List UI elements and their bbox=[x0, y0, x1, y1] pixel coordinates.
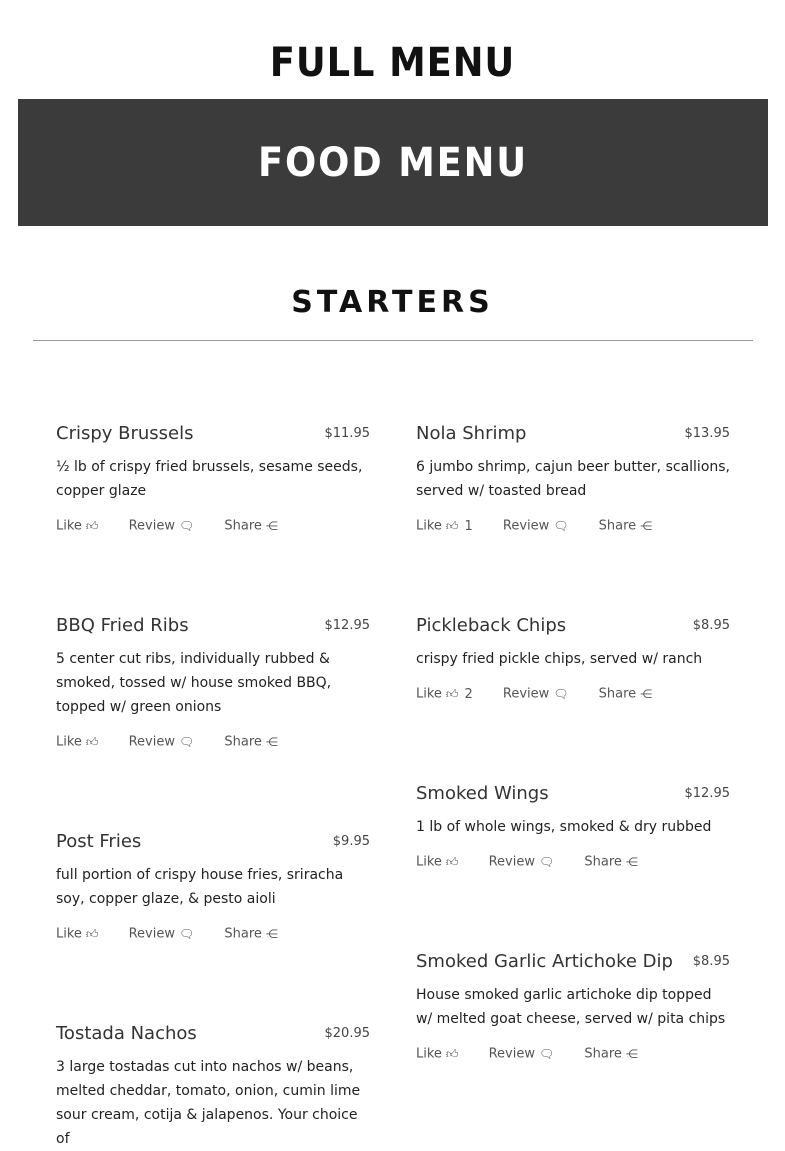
menu-item bbox=[56, 613, 370, 753]
item-price: $20.95 bbox=[324, 1026, 370, 1041]
item-name: Smoked Garlic Artichoke Dip bbox=[416, 951, 673, 972]
share-icon: ⋲ bbox=[640, 519, 653, 533]
thumbs-up-icon: 👍︎ bbox=[85, 519, 99, 533]
item-actions bbox=[56, 733, 304, 752]
like-count: 2 bbox=[464, 686, 473, 702]
item-price: $13.95 bbox=[684, 426, 730, 441]
item-description: 5 center cut ribs, individually rubbed & smoked, tossed w/ house smoked BBQ, topped w/ green onions bbox=[56, 651, 332, 715]
comment-icon: 🗨︎ bbox=[179, 519, 195, 533]
share-button[interactable]: Share ⋲ bbox=[224, 518, 278, 534]
share-button[interactable]: Share ⋲ bbox=[598, 518, 653, 534]
like-button[interactable]: Like 👍︎ bbox=[56, 926, 99, 942]
like-button[interactable]: Like 👍︎ 1 bbox=[416, 518, 473, 534]
share-button[interactable]: Share ⋲ bbox=[224, 926, 278, 942]
menu-item bbox=[56, 829, 370, 942]
share-button[interactable]: Share ⋲ bbox=[224, 734, 278, 750]
item-price: $12.95 bbox=[684, 786, 730, 801]
thumbs-up-icon: 👍︎ bbox=[85, 735, 99, 749]
review-button[interactable]: Review 🗨︎ bbox=[128, 926, 195, 942]
section-title: STARTERS bbox=[291, 285, 494, 320]
review-button[interactable]: Review 🗨︎ bbox=[128, 518, 195, 534]
comment-icon: 🗨︎ bbox=[553, 687, 569, 701]
share-icon: ⋲ bbox=[265, 519, 278, 533]
item-description: 6 jumbo shrimp, cajun beer butter, scallions, served w/ toasted bread bbox=[416, 459, 731, 499]
thumbs-up-icon: 👍︎ bbox=[85, 927, 99, 941]
food-menu-banner bbox=[18, 99, 768, 226]
comment-icon: 🗨︎ bbox=[539, 855, 555, 869]
page-title: FULL MENU bbox=[269, 40, 516, 86]
item-description: ½ lb of crispy fried brussels, sesame seeds, copper glaze bbox=[56, 459, 363, 499]
like-button[interactable]: Like 👍︎ bbox=[416, 854, 459, 870]
review-button[interactable]: Review 🗨︎ bbox=[488, 854, 555, 870]
menu-item bbox=[416, 613, 730, 703]
like-button[interactable]: Like 👍︎ bbox=[56, 734, 99, 750]
item-price: $8.95 bbox=[692, 618, 730, 633]
like-count: 1 bbox=[464, 518, 473, 534]
item-price: $9.95 bbox=[332, 834, 370, 849]
item-actions bbox=[56, 517, 304, 536]
thumbs-up-icon: 👍︎ bbox=[445, 687, 459, 701]
menu-item bbox=[56, 421, 370, 534]
comment-icon: 🗨︎ bbox=[179, 927, 195, 941]
review-button[interactable]: Review 🗨︎ bbox=[502, 518, 569, 534]
thumbs-up-icon: 👍︎ bbox=[445, 1047, 459, 1061]
item-name: Nola Shrimp bbox=[416, 423, 527, 444]
item-description: House smoked garlic artichoke dip topped w/ melted goat cheese, served w/ pita chips bbox=[416, 987, 726, 1027]
comment-icon: 🗨︎ bbox=[553, 519, 569, 533]
share-icon: ⋲ bbox=[640, 687, 653, 701]
share-button[interactable]: Share ⋲ bbox=[598, 686, 653, 702]
menu-item bbox=[416, 949, 730, 1064]
item-description: crispy fried pickle chips, served w/ ranch bbox=[416, 651, 703, 667]
item-actions bbox=[416, 1045, 664, 1064]
item-name: Crispy Brussels bbox=[56, 423, 194, 444]
item-description: 1 lb of whole wings, smoked & dry rubbed bbox=[416, 819, 712, 835]
comment-icon: 🗨︎ bbox=[179, 735, 195, 749]
item-name: Smoked Wings bbox=[416, 783, 549, 804]
item-actions bbox=[416, 685, 678, 704]
item-name: Post Fries bbox=[56, 831, 142, 852]
share-icon: ⋲ bbox=[265, 735, 278, 749]
review-button[interactable]: Review 🗨︎ bbox=[488, 1046, 555, 1062]
item-description: 3 large tostadas cut into nachos w/ beans, melted cheddar, tomato, onion, cumin lime sour cream, cotija & jalapenos. Your choice of bbox=[56, 1059, 361, 1147]
review-button[interactable]: Review 🗨︎ bbox=[128, 734, 195, 750]
like-button[interactable]: Like 👍︎ bbox=[416, 1046, 459, 1062]
menu-item bbox=[56, 1021, 370, 1147]
share-button[interactable]: Share ⋲ bbox=[584, 854, 638, 870]
share-icon: ⋲ bbox=[625, 855, 638, 869]
item-name: Tostada Nachos bbox=[56, 1023, 197, 1044]
share-button[interactable]: Share ⋲ bbox=[584, 1046, 638, 1062]
thumbs-up-icon: 👍︎ bbox=[445, 519, 459, 533]
item-price: $8.95 bbox=[692, 954, 730, 969]
banner-title: FOOD MENU bbox=[257, 140, 529, 186]
like-button[interactable]: Like 👍︎ bbox=[56, 518, 99, 534]
like-button[interactable]: Like 👍︎ 2 bbox=[416, 686, 473, 702]
menu-item bbox=[416, 781, 730, 871]
section-divider bbox=[33, 340, 753, 341]
menu-item bbox=[416, 421, 731, 534]
thumbs-up-icon: 👍︎ bbox=[445, 855, 459, 869]
share-icon: ⋲ bbox=[265, 927, 278, 941]
item-name: Pickleback Chips bbox=[416, 615, 567, 636]
item-description: full portion of crispy house fries, sriracha soy, copper glaze, & pesto aioli bbox=[56, 867, 344, 907]
item-price: $12.95 bbox=[324, 618, 370, 633]
item-actions bbox=[416, 853, 664, 872]
item-price: $11.95 bbox=[324, 426, 370, 441]
review-button[interactable]: Review 🗨︎ bbox=[502, 686, 569, 702]
comment-icon: 🗨︎ bbox=[539, 1047, 555, 1061]
item-actions bbox=[56, 925, 304, 944]
item-actions bbox=[416, 517, 678, 536]
item-name: BBQ Fried Ribs bbox=[56, 615, 189, 636]
share-icon: ⋲ bbox=[625, 1047, 638, 1061]
